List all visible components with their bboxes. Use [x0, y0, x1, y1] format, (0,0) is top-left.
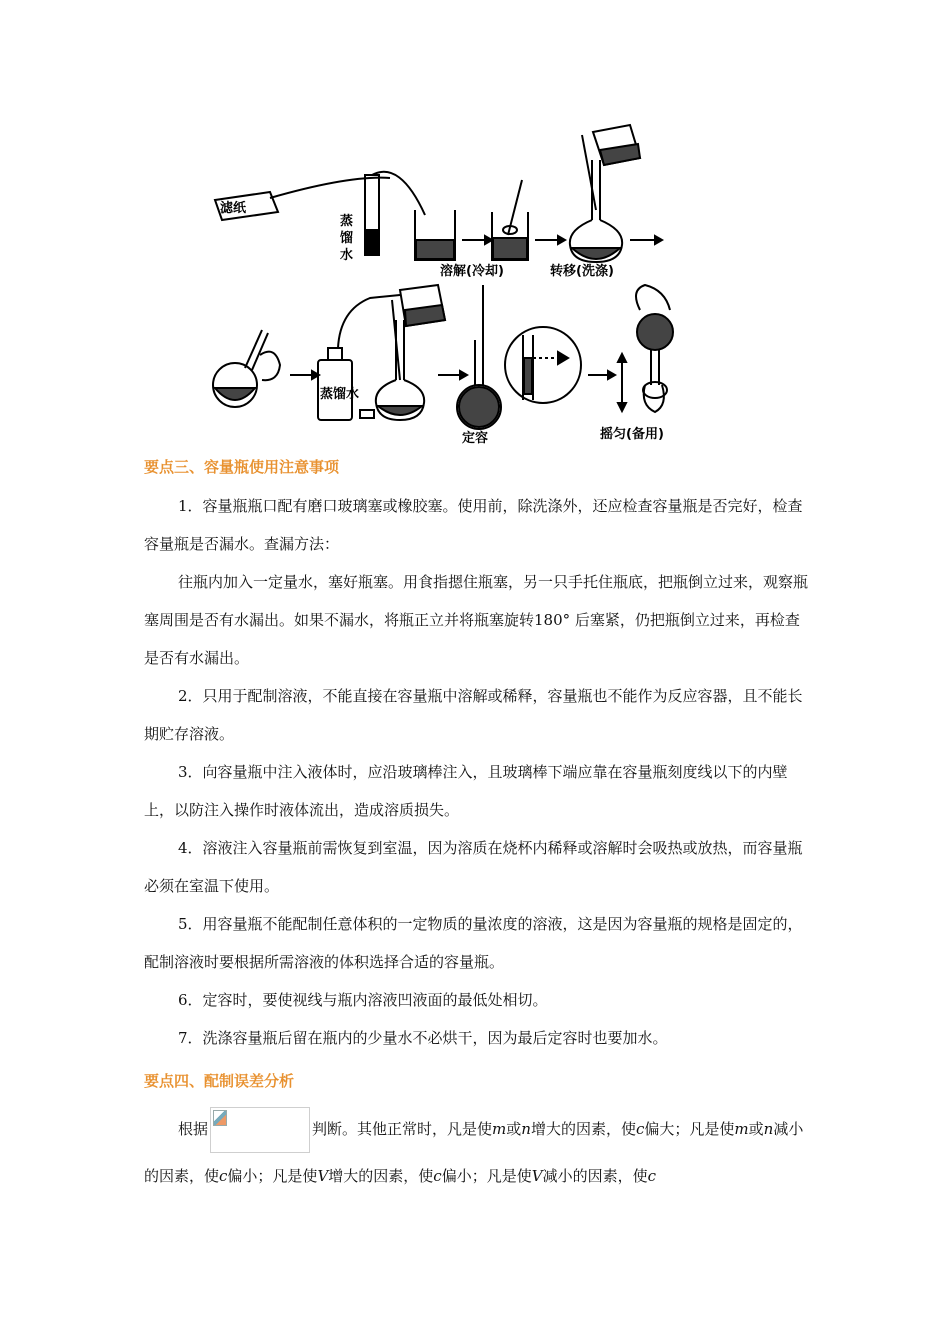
- paragraph-6: 6．定容时，要使视线与瓶内溶液凹液面的最低处相切。: [178, 991, 548, 1009]
- paragraph-1b: 往瓶内加入一定量水，塞好瓶塞。用食指摁住瓶塞，另一只手托住瓶底，把瓶倒立过来，观察瓶塞周围是否有水漏出。如果不漏水，将瓶正立并将瓶塞旋转180° 后塞紧，仍把瓶倒立过来，再检查是否有水漏出。: [144, 573, 809, 667]
- analysis-text: 偏小；凡是使: [441, 1167, 532, 1185]
- variable-V: V: [317, 1167, 329, 1185]
- paragraph-7: 7．洗涤容量瓶后留在瓶内的少量水不必烘干，因为最后定容时也要加水。: [178, 1029, 668, 1047]
- variable-c: c: [433, 1167, 442, 1185]
- variable-c: c: [219, 1167, 228, 1185]
- paragraph-5: 5．用容量瓶不能配制任意体积的一定物质的量浓度的溶液，这是因为容量瓶的规格是固定的，配制溶液时要根据所需溶液的体积选择合适的容量瓶。: [144, 915, 803, 971]
- analysis-paragraph: [144, 1106, 809, 1199]
- distilled-water-label-1: 蒸: [340, 214, 354, 229]
- paragraph-4: 4．溶液注入容量瓶前需恢复到室温，因为溶质在烧杯内稀释或溶解时会吸热或放热，而容量瓶必须在室温下使用。: [144, 839, 803, 895]
- analysis-text: 判断。其他正常时，凡是使: [312, 1120, 493, 1138]
- transfer-label: 转移(洗涤): [550, 264, 614, 279]
- variable-c: c: [635, 1120, 645, 1138]
- distilled-water-label-2: 馏: [340, 231, 354, 246]
- variable-c: c: [647, 1167, 656, 1185]
- section-heading-3: 要点三、容量瓶使用注意事项: [144, 458, 340, 476]
- paragraph-3: 3．向容量瓶中注入液体时，应沿玻璃棒注入，且玻璃棒下端应靠在容量瓶刻度线以下的内壁上，以防注入操作时液体流出，造成溶质损失。: [144, 763, 788, 819]
- paragraph-1: 1．容量瓶瓶口配有磨口玻璃塞或橡胶塞。使用前，除洗涤外，还应检查容量瓶是否完好，检查容量瓶是否漏水。查漏方法：: [144, 497, 803, 553]
- analysis-text: 或: [506, 1120, 522, 1138]
- preparation-diagram: [200, 120, 700, 450]
- analysis-text: 增大的因素，使: [328, 1167, 434, 1185]
- section-heading-4: 要点四、配制误差分析: [144, 1072, 295, 1090]
- paper-label: 滤纸: [220, 201, 247, 216]
- paragraph-2: 2．只用于配制溶液，不能直接在容量瓶中溶解或稀释，容量瓶也不能作为反应容器，且不能长期贮存溶液。: [144, 687, 803, 743]
- variable-m: m: [492, 1120, 507, 1138]
- analysis-text: 减小的因素，使: [542, 1167, 648, 1185]
- dissolve-label: 溶解(冷却): [440, 264, 504, 279]
- variable-m: m: [734, 1120, 749, 1138]
- analysis-text: 根据: [178, 1120, 209, 1138]
- analysis-text: 或: [748, 1120, 764, 1138]
- shake-label: 摇匀(备用): [600, 427, 664, 442]
- variable-V: V: [531, 1167, 543, 1185]
- analysis-text: 增大的因素，使: [530, 1120, 636, 1138]
- variable-n: n: [763, 1120, 774, 1138]
- analysis-text: 减小的因素，使: [144, 1120, 804, 1185]
- formula-image: [210, 1107, 310, 1153]
- analysis-text: 偏大；凡是使: [644, 1120, 735, 1138]
- analysis-text: 偏小；凡是使: [227, 1167, 318, 1185]
- variable-n: n: [521, 1120, 531, 1138]
- broken-image-icon: [213, 1110, 227, 1126]
- bottle-label: 蒸馏水: [320, 387, 360, 402]
- fix-volume-label: 定容: [462, 431, 489, 446]
- distilled-water-label-3: 水: [340, 248, 354, 263]
